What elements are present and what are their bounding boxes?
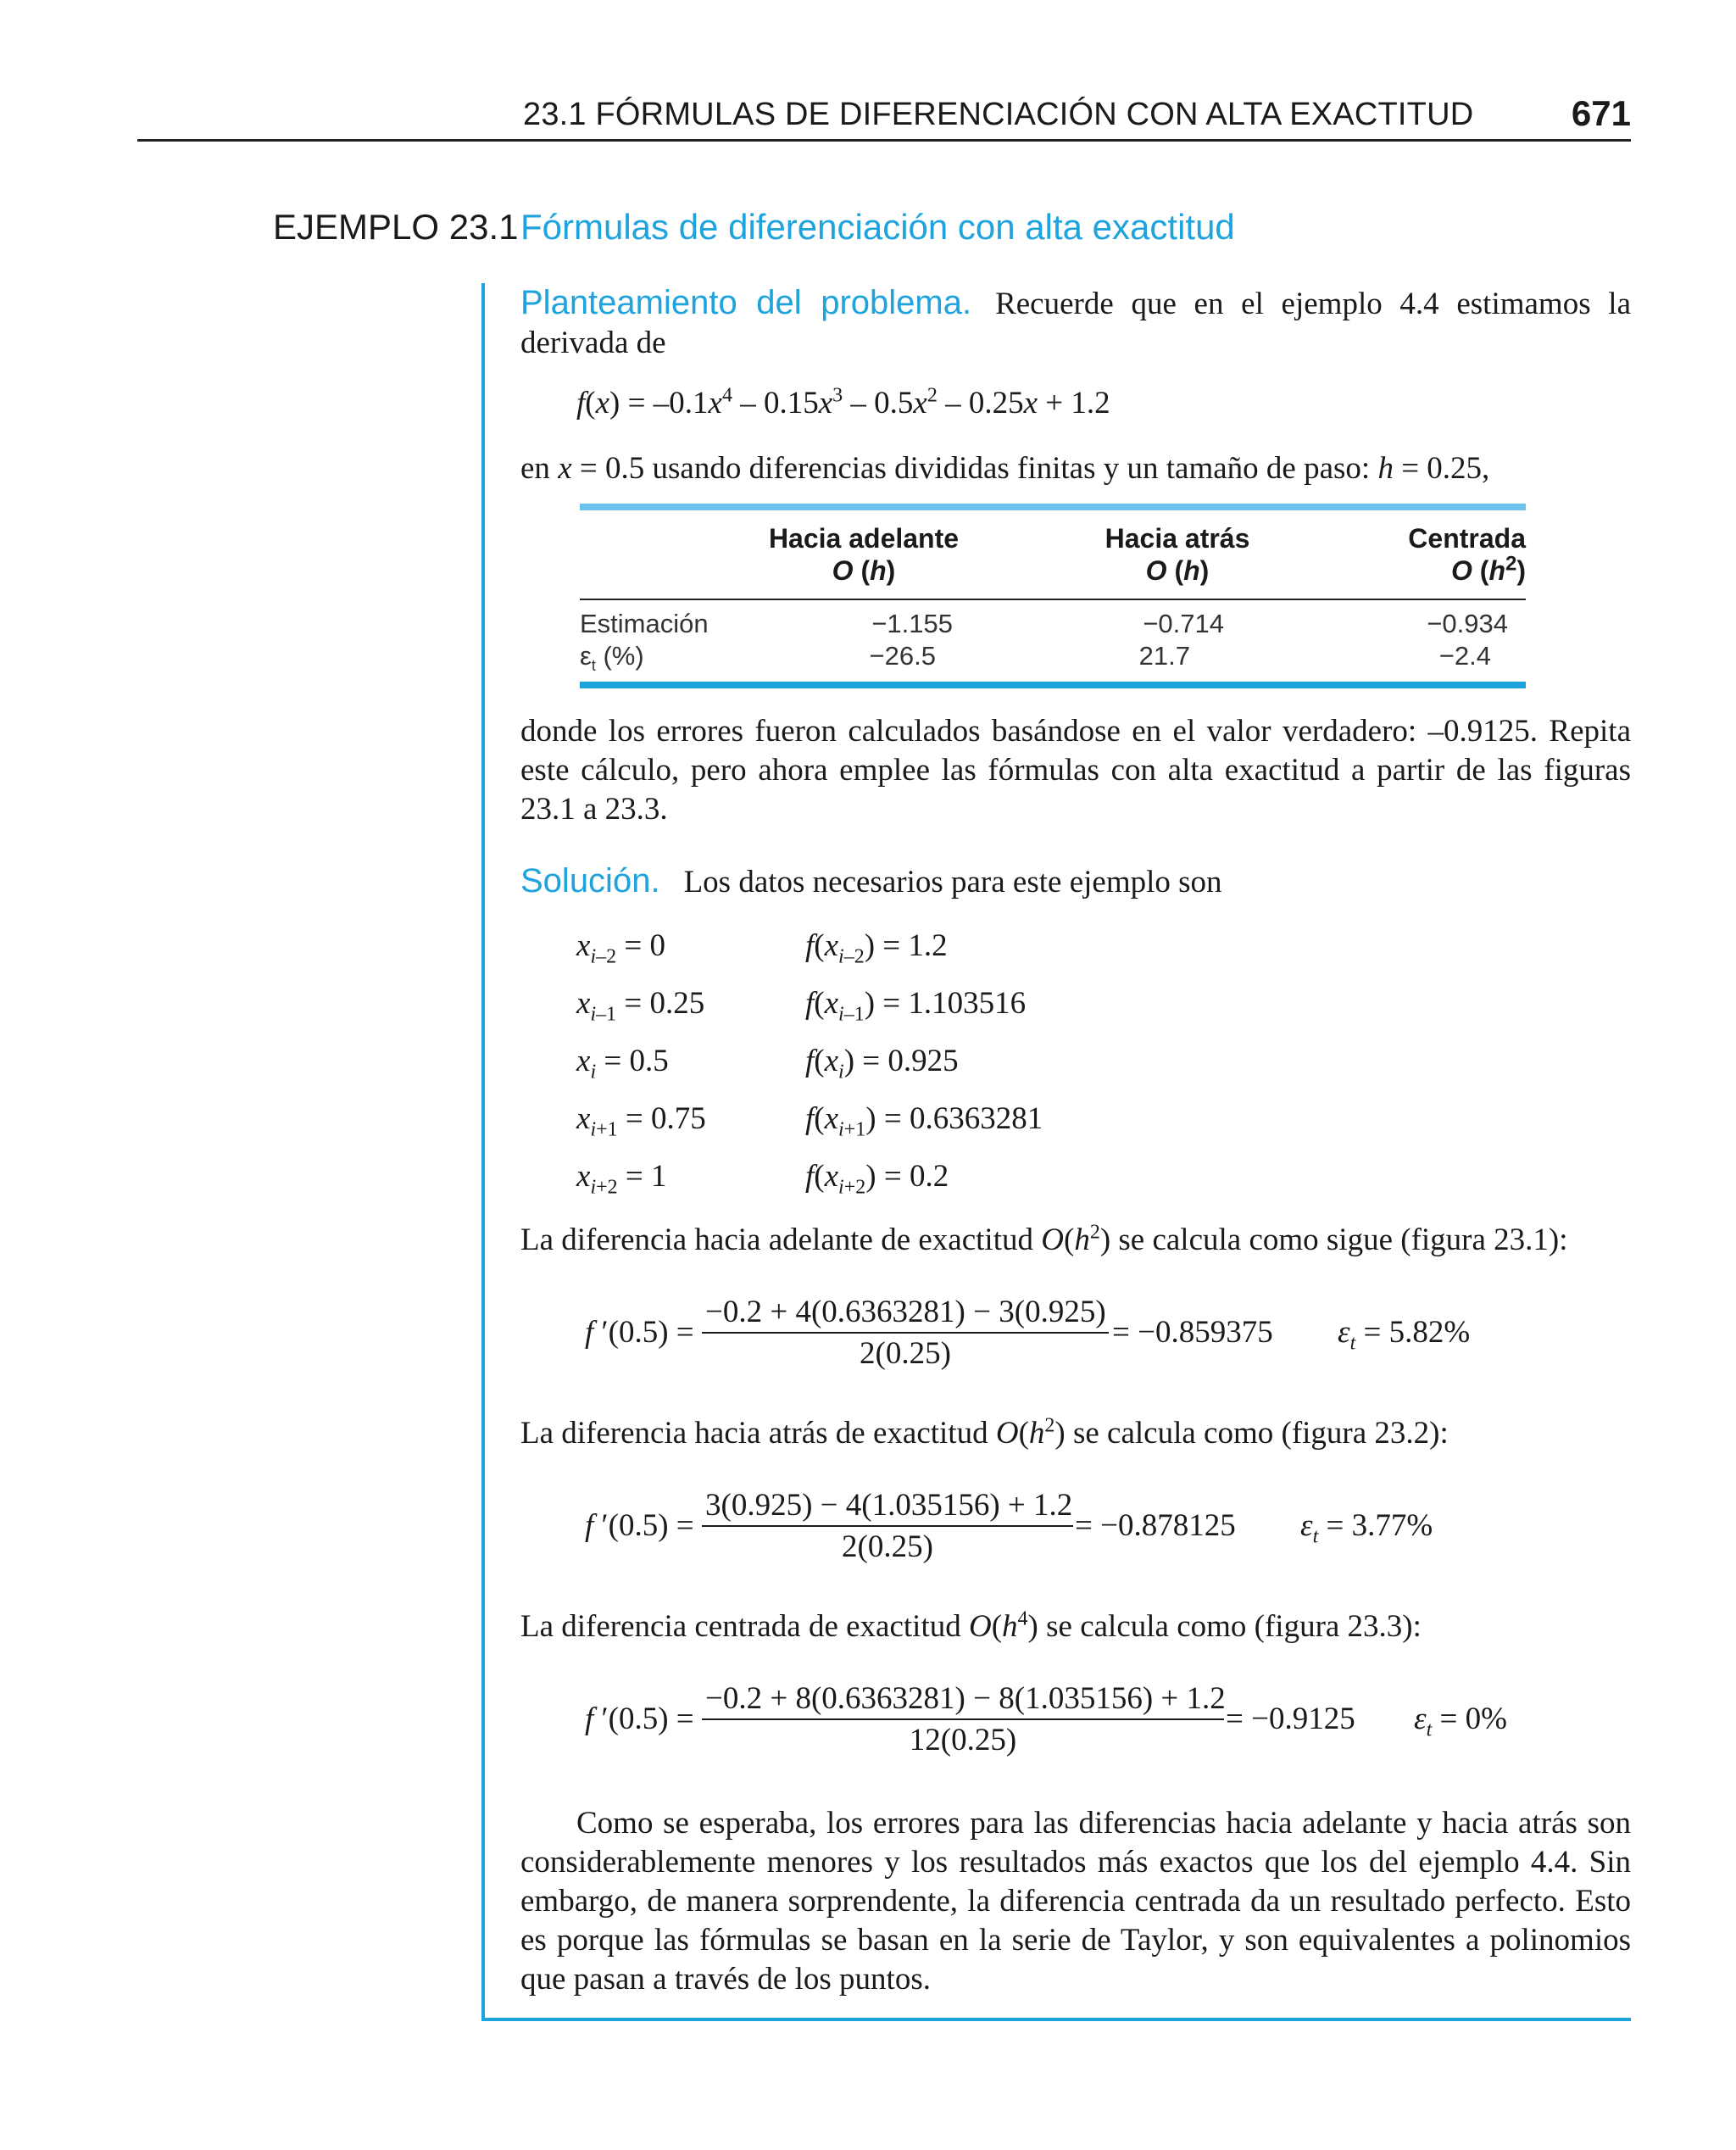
page-number: 671 xyxy=(1571,93,1631,133)
forward-fraction xyxy=(702,1294,1109,1372)
backward-fraction xyxy=(702,1487,1073,1565)
data-f-minus-1: $f(x_{i-1}) = 1.103516$ xyxy=(805,986,1027,1026)
data-x-i: $x_i = 0.5$ xyxy=(576,1044,669,1083)
true-value-paragraph: donde los errores fueron calculados basándose en el valor verdadero: –0.9125. Repita este cálculo, pero ahora emplee las fórmulas con alta exactitud a partir de las figuras 23.1 a 23.3. xyxy=(520,714,1631,827)
section-title: 23.1 FÓRMULAS DE DIFERENCIACIÓN CON ALTA EXACTITUD xyxy=(523,97,1474,132)
backward-numerator: 3(0.925) − 4(1.035156) + 1.2 xyxy=(702,1487,1073,1527)
problem-paragraph xyxy=(520,283,1631,363)
backward-error: $\varepsilon_t = 3.77\%$ xyxy=(1300,1508,1433,1548)
forward-result: = −0.859375 xyxy=(1112,1315,1273,1350)
centered-intro: La diferencia centrada de exactitud $O(h^4)$ se calcula como (figura 23.3): xyxy=(520,1607,1422,1644)
backward-intro: La diferencia hacia atrás de exactitud $O(h^2)$ se calcula como (figura 23.2): xyxy=(520,1414,1449,1451)
data-x-minus-1: $x_{i-1} = 0.25$ xyxy=(576,986,705,1026)
data-x-plus-2: $x_{i+2} = 1$ xyxy=(576,1159,667,1199)
data-f-minus-2: $f(x_{i-2}) = 1.2$ xyxy=(805,928,948,968)
data-f-i: $f(x_i) = 0.925$ xyxy=(805,1044,959,1083)
backward-lhs: f ′(0.5) = xyxy=(585,1508,694,1543)
table-cell: −0.714 xyxy=(1143,609,1224,638)
data-x-plus-1: $x_{i+1} = 0.75$ xyxy=(576,1101,706,1141)
centered-result: = −0.9125 xyxy=(1226,1702,1355,1736)
table-cell: −1.155 xyxy=(871,609,953,638)
table-header-backward: Hacia atrás O (h) xyxy=(1104,523,1250,586)
problem-label: Planteamiento del problema. xyxy=(520,284,972,321)
example-bottom-rule xyxy=(481,2018,1631,2021)
forward-lhs: f ′(0.5) = xyxy=(585,1315,694,1350)
data-f-plus-1: $f(x_{i+1}) = 0.6363281$ xyxy=(805,1101,1043,1141)
forward-intro: La diferencia hacia adelante de exactitud $O(h^2)$ se calcula como sigue (figura 23.1): xyxy=(520,1221,1568,1257)
error-table xyxy=(580,504,1526,690)
problem-text: Recuerde que en el ejemplo 4.4 estimamos la derivada de xyxy=(520,287,1632,360)
solution-paragraph xyxy=(520,861,1631,902)
forward-numerator: −0.2 + 4(0.6363281) − 3(0.925) xyxy=(702,1294,1109,1334)
function-equation: $f(x) = -0.1x^4 - 0.15x^3 - 0.5x^2 - 0.25x + 1.2$ xyxy=(576,384,1110,421)
table-header-forward: Hacia adelante O (h) xyxy=(768,523,960,586)
centered-lhs: f ′(0.5) = xyxy=(585,1702,694,1736)
table-cell: −2.4 xyxy=(1438,641,1491,671)
solution-label: Solución. xyxy=(520,862,660,900)
forward-error: $\varepsilon_t = 5.82\%$ xyxy=(1338,1315,1471,1355)
table-top-rule xyxy=(580,504,1526,510)
table-header-centered: Centrada O $(h^2)$ xyxy=(1408,523,1526,586)
table-cell: −26.5 xyxy=(869,641,936,671)
conclusion-paragraph: Como se esperaba, los errores para las diferencias hacia adelante y hacia atrás son considerablemente menores y los resultados más exactos que los del ejemplo 4.4. Sin embargo, de manera sorprendente, la diferencia centrada da un resultado perfecto. Esto es porque las fórmulas se basan en la serie de Taylor, y son equivalentes a polinomios que pasan a través de los puntos. xyxy=(520,1806,1631,1997)
example-title: Fórmulas de diferenciación con alta exactitud xyxy=(520,207,1235,247)
table-cell: −0.934 xyxy=(1427,609,1508,638)
table-header-rule xyxy=(580,599,1526,600)
backward-result: = −0.878125 xyxy=(1075,1508,1236,1543)
backward-denominator: 2(0.25) xyxy=(842,1529,933,1564)
data-x-minus-2: $x_{i-2} = 0$ xyxy=(576,928,665,968)
solution-text: Los datos necesarios para este ejemplo son xyxy=(683,865,1222,900)
centered-numerator: −0.2 + 8(0.6363281) − 8(1.035156) + 1.2 xyxy=(702,1680,1224,1720)
centered-denominator: 12(0.25) xyxy=(909,1723,1017,1757)
centered-fraction xyxy=(702,1680,1224,1758)
running-header xyxy=(137,93,1631,142)
data-f-plus-2: $f(x_{i+2}) = 0.2$ xyxy=(805,1159,949,1199)
forward-denominator: 2(0.25) xyxy=(860,1336,951,1371)
example-left-rule xyxy=(481,283,485,2021)
example-label: EJEMPLO 23.1 xyxy=(273,207,519,247)
table-cell: 21.7 xyxy=(1138,641,1190,671)
table-row-label: $\varepsilon_t$ (%) xyxy=(580,641,644,675)
centered-error: $\varepsilon_t = 0\%$ xyxy=(1414,1702,1507,1741)
table-bottom-rule xyxy=(580,682,1526,688)
table-row-label: Estimación xyxy=(580,609,709,638)
step-size-text: en x = 0.5 usando diferencias divididas finitas y un tamaño de paso: h = 0.25, xyxy=(520,451,1490,486)
